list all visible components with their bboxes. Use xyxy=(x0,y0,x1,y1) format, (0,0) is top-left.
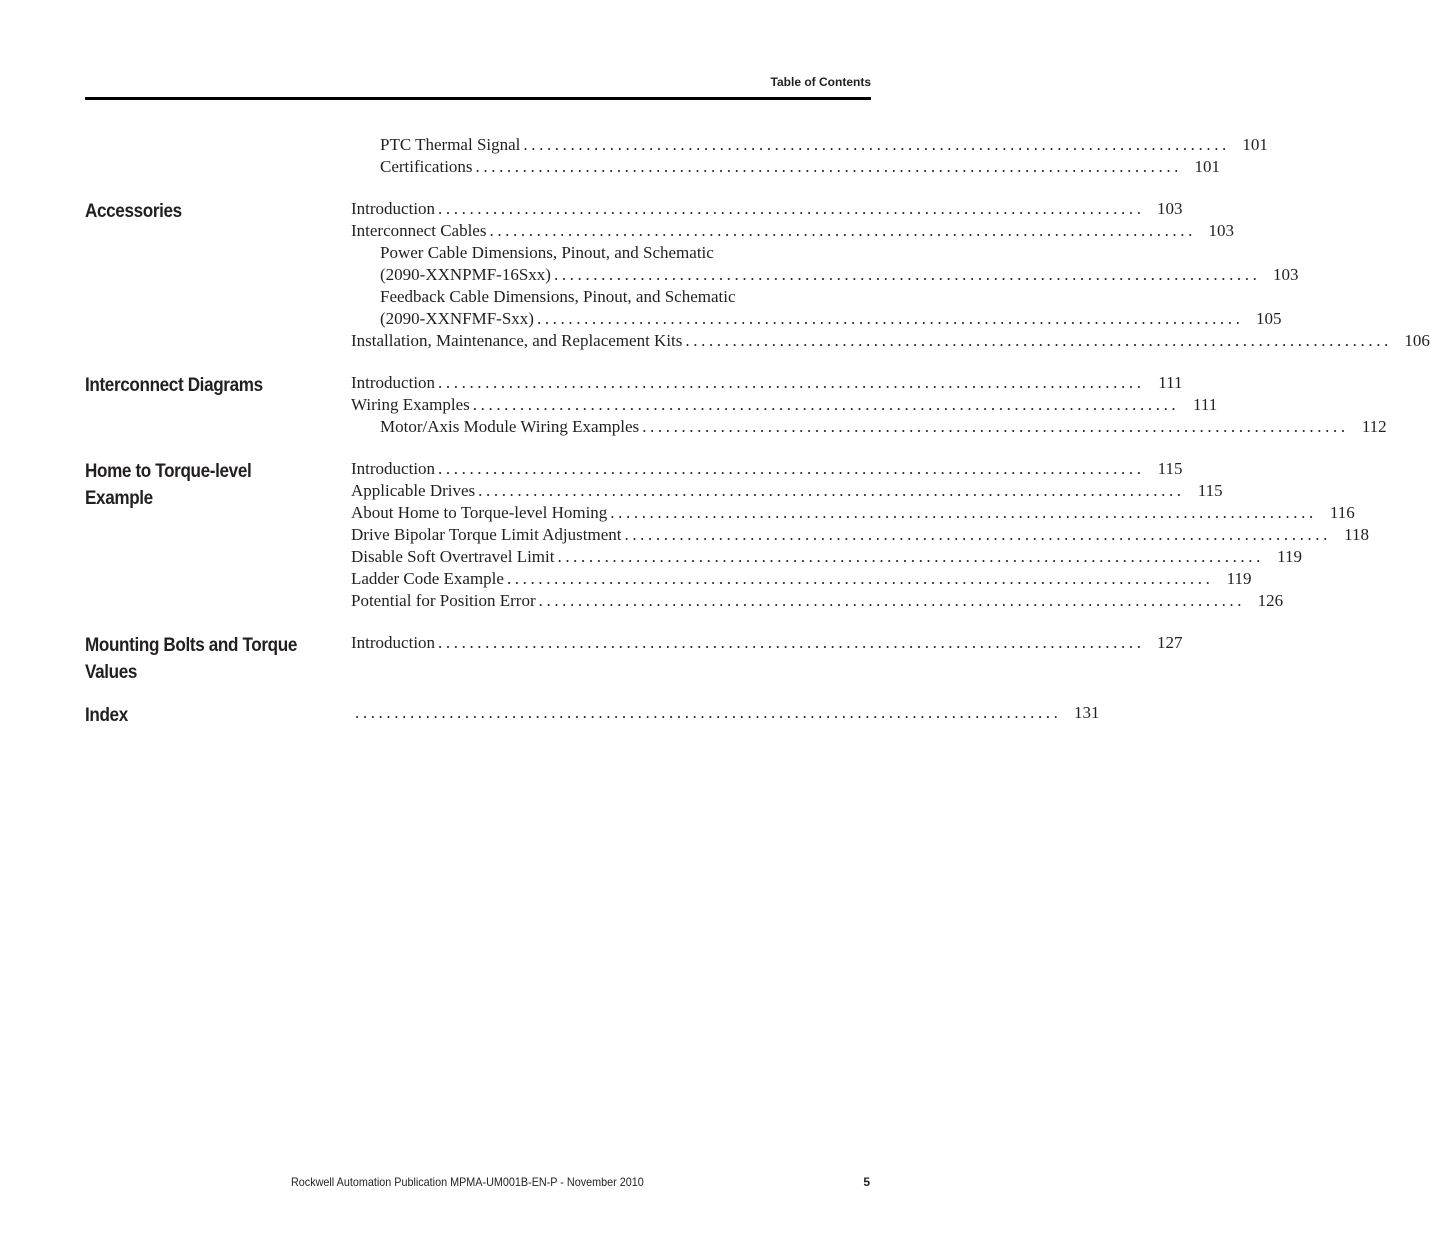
toc-entry-page: 103 xyxy=(1272,265,1299,284)
toc-entry-page: 112 xyxy=(1361,417,1387,436)
dot-leader: .......................................................................................... xyxy=(624,525,1331,544)
page-number: 5 xyxy=(863,1175,870,1189)
toc-entry[interactable] xyxy=(351,480,1223,502)
dot-leader: .......................................................................................... xyxy=(438,199,1145,218)
toc-entry[interactable] xyxy=(351,546,1302,568)
toc-entry[interactable] xyxy=(351,416,1387,438)
toc-entry-title: PTC Thermal Signal xyxy=(380,134,523,156)
toc-entry[interactable] xyxy=(351,242,1299,286)
toc-entry-page: 101 xyxy=(1194,157,1221,176)
toc-entry[interactable] xyxy=(351,330,1430,352)
toc-entry-page: 118 xyxy=(1344,525,1369,544)
toc-entry-page: 111 xyxy=(1193,395,1218,414)
toc-entry-page: 126 xyxy=(1257,591,1284,610)
toc-entry-title-line1: Feedback Cable Dimensions, Pinout, and Schematic xyxy=(380,287,736,306)
toc-entry-page: 111 xyxy=(1158,373,1183,392)
dot-leader: .......................................................................................... xyxy=(523,135,1230,154)
dot-leader: .......................................................................................... xyxy=(538,591,1246,610)
dot-leader: .......................................................................................... xyxy=(438,633,1145,652)
toc-entry-title: Installation, Maintenance, and Replacement Kits xyxy=(351,330,685,352)
dot-leader: .......................................................................................... xyxy=(478,481,1185,500)
toc-entry-title: (2090-XXNFMF-Sxx) xyxy=(380,308,537,330)
toc-entry[interactable] xyxy=(351,198,1183,220)
toc-entry-page: 131 xyxy=(1074,703,1100,722)
section-heading[interactable]: Index xyxy=(85,705,128,726)
dot-leader: .......................................................................................... xyxy=(610,503,1317,522)
dot-leader: .......................................................................................... xyxy=(475,157,1183,176)
publication-info: Rockwell Automation Publication MPMA-UM001B-EN-P - November 2010 xyxy=(291,1175,644,1189)
toc-entry-page: 103 xyxy=(1208,221,1234,240)
toc-entry-title: About Home to Torque-level Homing xyxy=(351,502,610,524)
dot-leader: .......................................................................................... xyxy=(355,703,1062,722)
toc-entry[interactable] xyxy=(351,568,1252,590)
toc-entry-page: 106 xyxy=(1404,331,1430,350)
toc-entry-title: Introduction xyxy=(351,198,438,220)
toc-entry-title: Certifications xyxy=(380,156,476,178)
dot-leader: .......................................................................................... xyxy=(489,221,1196,240)
section-heading[interactable]: Mounting Bolts and Torque Values xyxy=(85,635,298,683)
toc-section-index xyxy=(85,702,1100,726)
toc-entry[interactable] xyxy=(351,458,1183,480)
toc-entry[interactable] xyxy=(351,220,1234,242)
toc-entry-page: 101 xyxy=(1242,135,1268,154)
toc-entry-title: Wiring Examples xyxy=(351,394,473,416)
toc-entry[interactable] xyxy=(351,134,1268,156)
dot-leader: .......................................................................................... xyxy=(553,265,1261,284)
running-head: Table of Contents xyxy=(770,75,871,89)
toc-entry[interactable] xyxy=(351,590,1284,612)
toc-entry[interactable] xyxy=(351,394,1218,416)
dot-leader: .......................................................................................... xyxy=(472,395,1180,414)
toc-entry[interactable] xyxy=(351,372,1183,394)
section-heading[interactable]: Home to Torque-level Example xyxy=(85,461,252,509)
toc-section-continued xyxy=(85,134,1268,178)
toc-entry-page: 119 xyxy=(1226,569,1252,588)
toc-entry[interactable] xyxy=(351,524,1369,546)
toc-section-home-to-torque-level-example xyxy=(85,458,1369,612)
toc-entry-page: 116 xyxy=(1329,503,1355,522)
toc-entry[interactable] xyxy=(351,286,1282,330)
toc-entry-title: Introduction xyxy=(351,632,438,654)
dot-leader: .......................................................................................... xyxy=(557,547,1264,566)
toc-entry-title: Drive Bipolar Torque Limit Adjustment xyxy=(351,524,624,546)
toc-entry-title: Potential for Position Error xyxy=(351,590,539,612)
toc-entry-page: 127 xyxy=(1157,633,1183,652)
toc-entry[interactable] xyxy=(351,702,1100,724)
toc-entry-title: Motor/Axis Module Wiring Examples xyxy=(380,416,642,438)
toc-entry-title-line1: Power Cable Dimensions, Pinout, and Schematic xyxy=(380,243,714,262)
toc-entry[interactable] xyxy=(351,156,1221,178)
dot-leader: .......................................................................................... xyxy=(438,459,1145,478)
toc-entry-title: Interconnect Cables xyxy=(351,220,489,242)
header-rule xyxy=(85,97,871,100)
toc-entry-page: 115 xyxy=(1197,481,1223,500)
toc-entry-page: 119 xyxy=(1277,547,1302,566)
section-heading[interactable]: Interconnect Diagrams xyxy=(85,375,263,396)
section-heading[interactable]: Accessories xyxy=(85,201,182,222)
toc-entry-title: Disable Soft Overtravel Limit xyxy=(351,546,557,568)
toc-entry-page: 105 xyxy=(1255,309,1282,328)
toc-entry-title: Introduction xyxy=(351,372,438,394)
toc-entry-title: Introduction xyxy=(351,458,438,480)
dot-leader: .......................................................................................... xyxy=(438,373,1145,392)
toc-entry-title: Applicable Drives xyxy=(351,480,478,502)
toc-section-interconnect-diagrams xyxy=(85,372,1387,438)
toc-entry[interactable] xyxy=(351,632,1183,654)
dot-leader: .......................................................................................... xyxy=(642,417,1349,436)
toc-section-mounting-bolts xyxy=(85,632,1183,686)
dot-leader: .......................................................................................... xyxy=(685,331,1392,350)
table-of-contents xyxy=(85,134,1430,744)
toc-entry[interactable] xyxy=(351,502,1355,524)
toc-entry-page: 115 xyxy=(1157,459,1183,478)
toc-entry-page: 103 xyxy=(1157,199,1183,218)
toc-entry-title: (2090-XXNPMF-16Sxx) xyxy=(380,264,554,286)
toc-section-accessories xyxy=(85,198,1430,352)
dot-leader: .......................................................................................... xyxy=(506,569,1214,588)
toc-entry-title: Ladder Code Example xyxy=(351,568,507,590)
dot-leader: .......................................................................................... xyxy=(536,309,1244,328)
